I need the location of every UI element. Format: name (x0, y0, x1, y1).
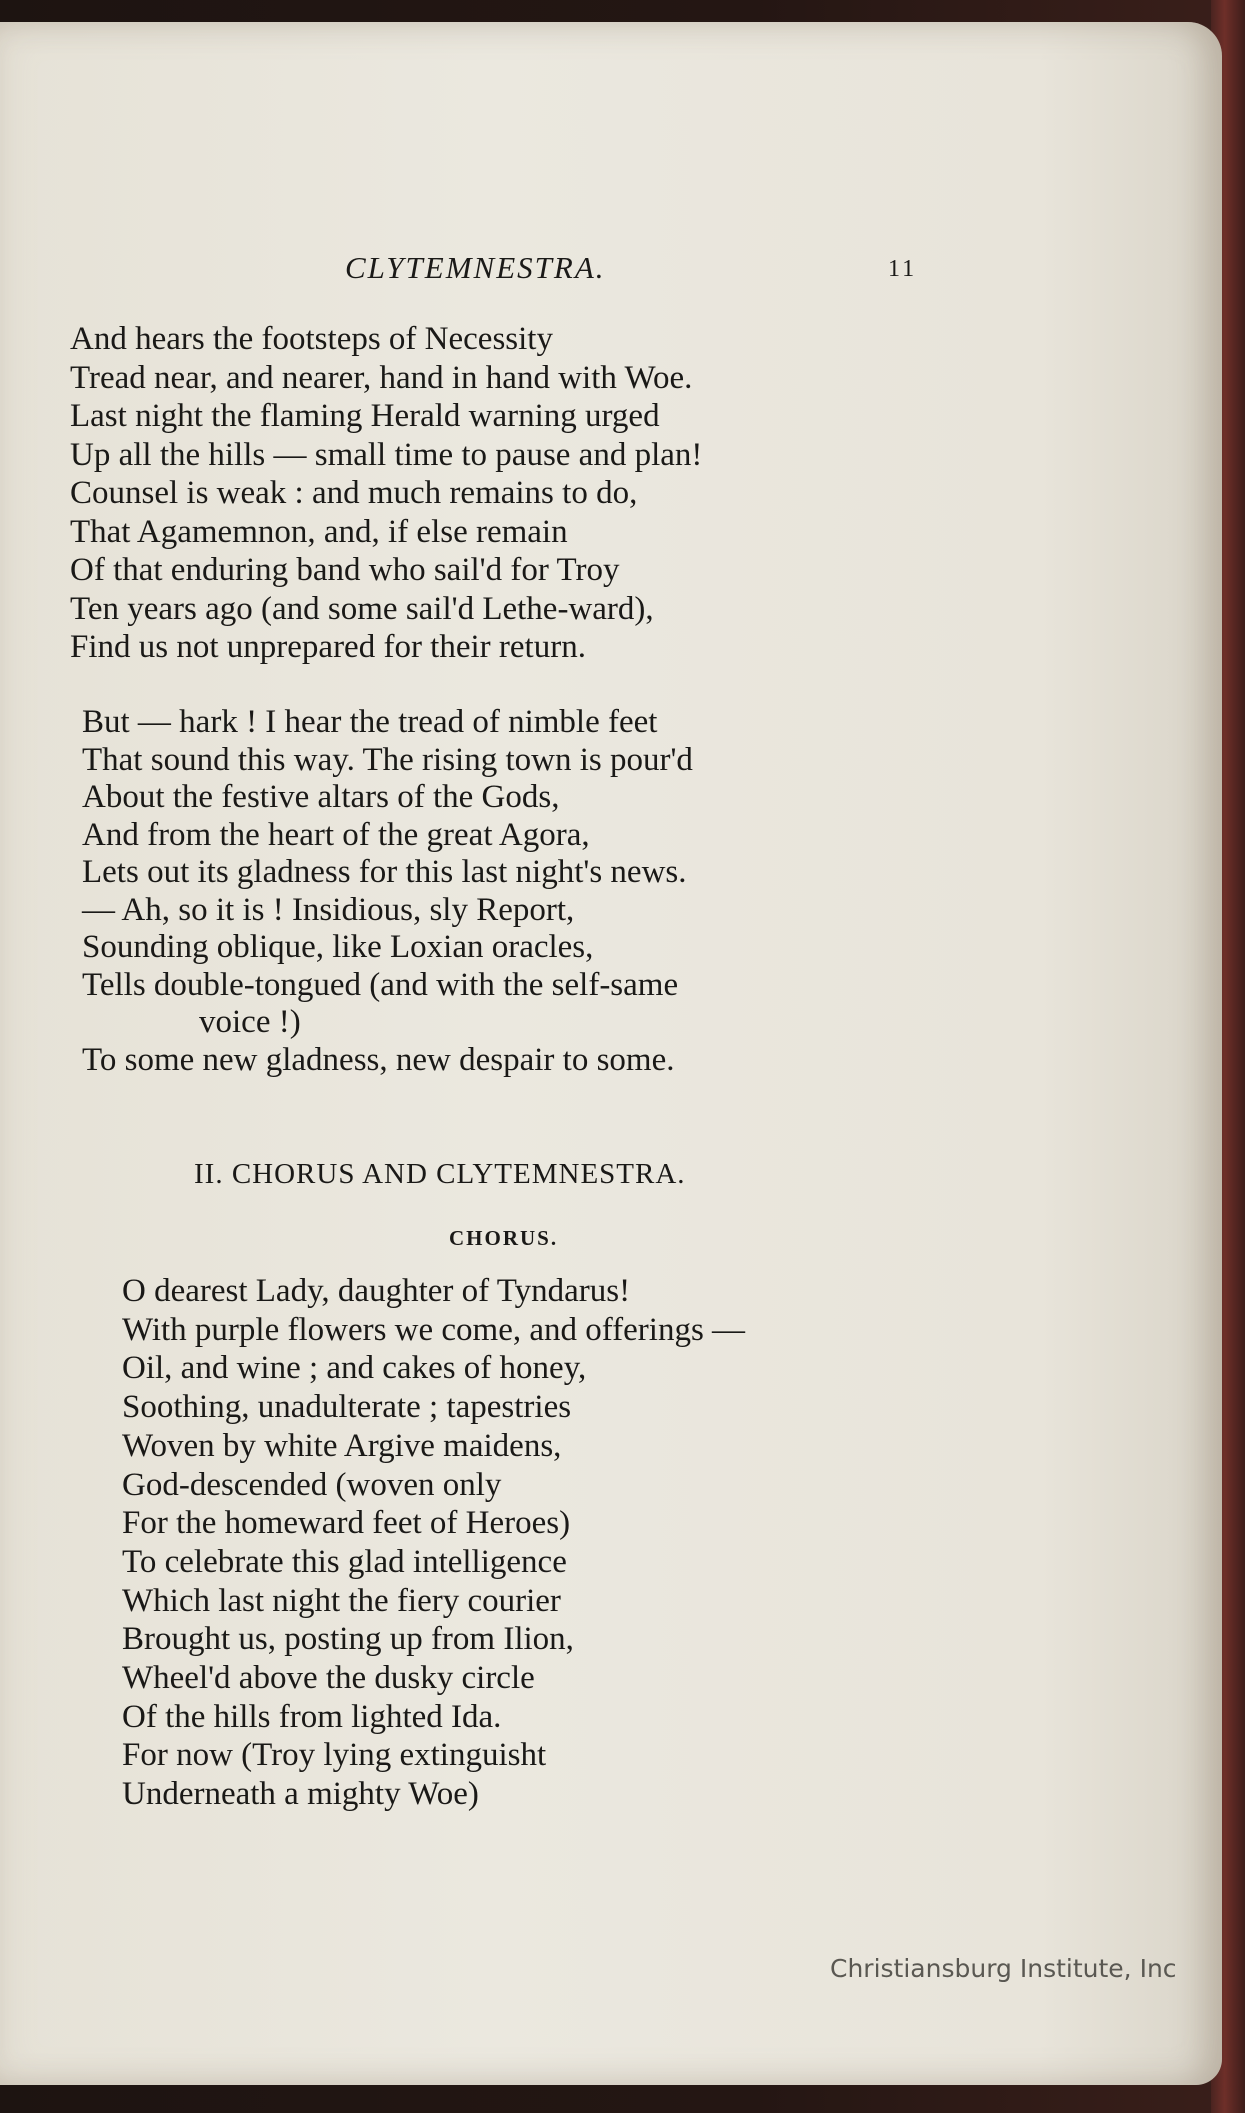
book-page (0, 22, 1222, 2085)
verse-line: Of that enduring band who sail'd for Troy (70, 552, 620, 588)
page-number: 11 (888, 256, 918, 282)
verse-line: That sound this way. The rising town is pour'd (82, 741, 693, 778)
verse-line: But — hark ! I hear the tread of nimble feet (82, 704, 658, 740)
section-heading: II. CHORUS AND CLYTEMNESTRA. (194, 1158, 686, 1190)
verse-line: Wheel'd above the dusky circle (122, 1660, 535, 1697)
verse-line: Last night the flaming Herald warning urged (70, 398, 660, 434)
running-title: CLYTEMNESTRA. (345, 250, 606, 285)
verse-line: To some new gladness, new despair to some. (82, 1041, 675, 1078)
verse-stanza-2 (82, 704, 693, 1079)
verse-line: For now (Troy lying extinguisht (122, 1737, 547, 1774)
verse-stanza-1 (70, 320, 702, 667)
chorus-verse (122, 1272, 745, 1814)
verse-line: Counsel is weak : and much remains to do, (70, 475, 638, 511)
verse-line: Ten years ago (and some sail'd Lethe-ward), (70, 590, 654, 627)
verse-line: And hears the footsteps of Necessity (70, 321, 553, 357)
verse-line: About the festive altars of the Gods, (82, 779, 560, 815)
verse-line: With purple flowers we come, and offerings — (122, 1311, 746, 1348)
verse-line: To celebrate this glad intelligence (122, 1543, 567, 1580)
verse-line: That Agamemnon, and, if else remain (70, 513, 568, 550)
verse-line: Up all the hills — small time to pause and plan! (70, 436, 703, 473)
verse-line: And from the heart of the great Agora, (82, 816, 590, 853)
verse-line: O dearest Lady, daughter of Tyndarus! (122, 1273, 631, 1309)
verse-line: Oil, and wine ; and cakes of honey, (122, 1350, 587, 1387)
verse-line: Lets out its gladness for this last night's news. (82, 854, 687, 890)
verse-line: — Ah, so it is ! Insidious, sly Report, (82, 891, 575, 928)
verse-line: Sounding oblique, like Loxian oracles, (82, 929, 594, 965)
verse-line: For the homeward feet of Heroes) (122, 1505, 571, 1542)
verse-line: Underneath a mighty Woe) (122, 1776, 479, 1813)
verse-line: God-descended (woven only (122, 1466, 502, 1503)
verse-line: Brought us, posting up from Ilion, (122, 1621, 574, 1658)
speaker-label: CHORUS. (449, 1226, 559, 1250)
verse-line: Of the hills from lighted Ida. (122, 1698, 502, 1735)
verse-line: Which last night the fiery courier (122, 1582, 561, 1619)
verse-line: Woven by white Argive maidens, (122, 1427, 562, 1464)
watermark: Christiansburg Institute, Inc (830, 1954, 1177, 1983)
verse-line: Tread near, and nearer, hand in hand with Woe. (70, 359, 693, 396)
verse-line: Find us not unprepared for their return. (70, 629, 586, 665)
verse-line: Tells double-tongued (and with the self-same (82, 966, 679, 1003)
verse-line-continuation: voice !) (199, 1004, 301, 1040)
verse-line: Soothing, unadulterate ; tapestries (122, 1389, 572, 1426)
